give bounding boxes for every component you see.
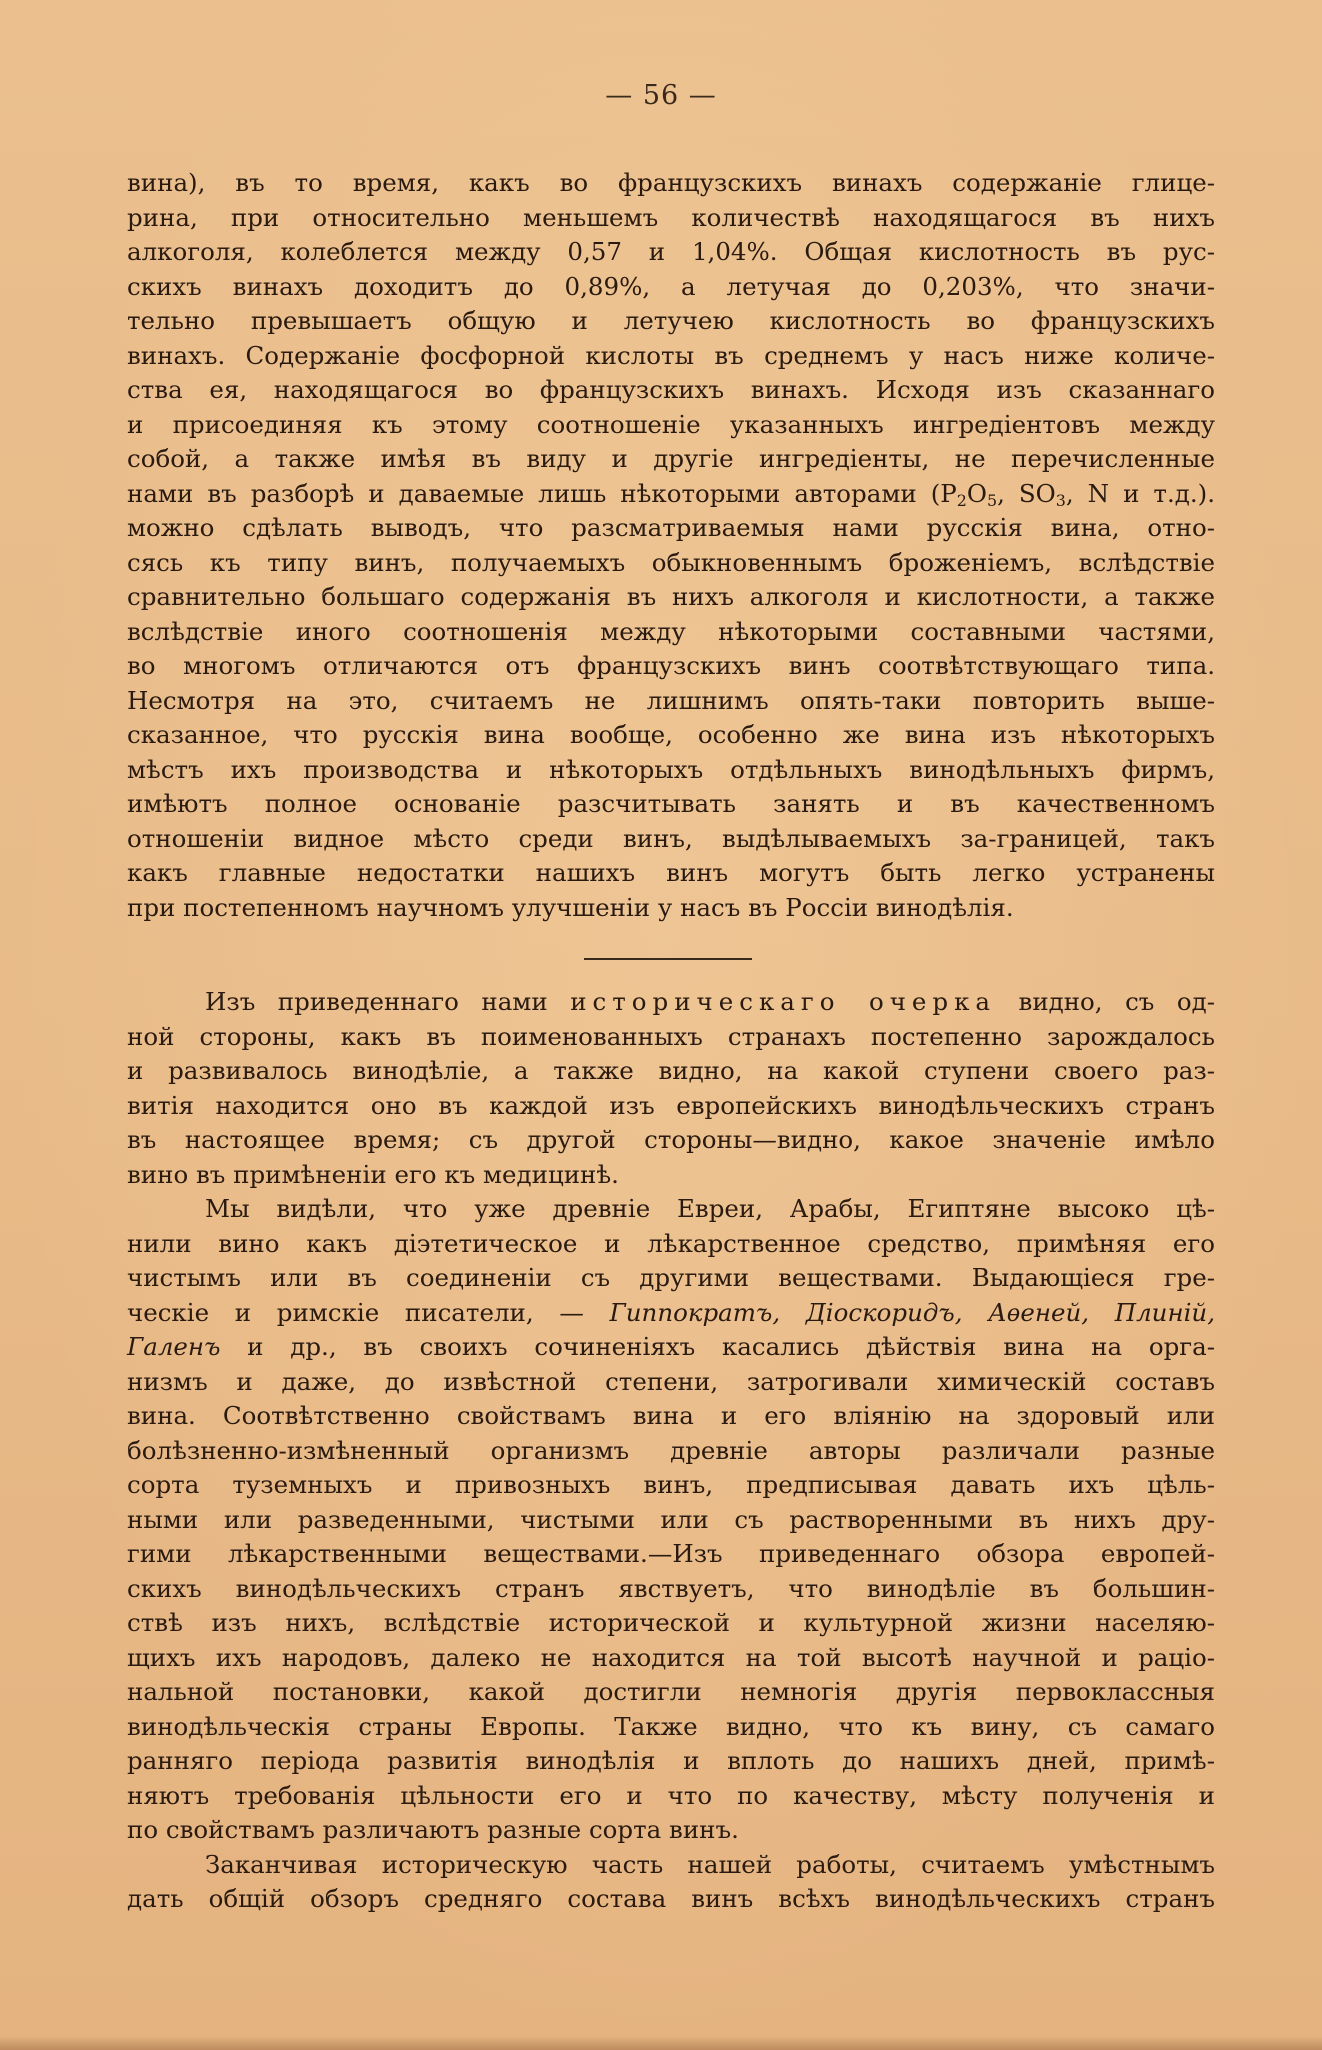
text-run: ческіе и римскіе писатели, —: [127, 1297, 610, 1327]
subscript: 3: [1055, 490, 1066, 510]
text-line: ранняго періода развитія винодѣлія и вплоть до нашихъ дней, примѣ-: [127, 1746, 1215, 1775]
text-line: можно сдѣлать выводъ, что разсматриваемыя нами русскія вина, отно-: [127, 513, 1215, 542]
subscript: 2: [956, 490, 967, 510]
text-line: дать общій обзоръ средняго состава винъ всѣхъ винодѣльческихъ странъ: [127, 1884, 1215, 1913]
text-line: винахъ. Содержаніе фосфорной кислоты въ среднемъ у насъ ниже количе-: [127, 340, 1215, 370]
text-line: чистымъ или въ соединеніи съ другими веществами. Выдающіеся гре-: [127, 1263, 1215, 1292]
text-line: низмъ и даже, до извѣстной степени, затрогивали химическій составъ: [127, 1366, 1215, 1396]
text-line: имѣютъ полное основаніе разсчитывать занять и въ качественномъ: [127, 789, 1215, 818]
galen-line: [127, 1330, 1215, 1365]
text-line: нили вино какъ діэтетическое и лѣкарственное средство, примѣняя его: [127, 1228, 1215, 1258]
text-line: рина, при относительно меньшемъ количествѣ находящагося въ нихъ: [127, 202, 1215, 232]
text-line: какъ главные недостатки нашихъ винъ могутъ быть легко устранены: [127, 858, 1215, 887]
formula-prefix: нами въ разборѣ и даваемые лишь нѣкоторыми авторами (P: [127, 478, 957, 508]
paragraph-continuation: [127, 166, 1215, 925]
formula-part: , SO: [997, 478, 1056, 508]
text-line: скихъ винахъ доходитъ до 0,89%, а летучая до 0,203%, что значи-: [127, 271, 1215, 301]
text-run: и др., въ своихъ сочиненіяхъ касались дѣйствія вина на орга-: [220, 1332, 1215, 1361]
text-line: винодѣльческія страны Европы. Также видно, что къ вину, съ самаго: [127, 1711, 1215, 1741]
text-line: вина), въ то время, какъ во французскихъ винахъ содержаніе глице-: [127, 168, 1215, 197]
text-line: витія находится оно въ каждой изъ европейскихъ винодѣльческихъ странъ: [127, 1090, 1215, 1120]
formula-part: O: [966, 478, 987, 508]
authors-line: [127, 1296, 1215, 1331]
author-name: Галенъ: [127, 1332, 221, 1361]
text-line: тельно превышаетъ общую и летучею кислотность во французскихъ: [127, 306, 1215, 335]
formula-line: [127, 477, 1215, 512]
text-line: собой, а также имѣя въ виду и другіе ингредіенты, не перечисленные: [127, 444, 1215, 473]
text-line: ными или разведенными, чистыми или съ растворенными въ нихъ дру-: [127, 1504, 1215, 1534]
text-line: алкоголя, колеблется между 0,57 и 1,04%. Общая кислотность въ рус-: [127, 237, 1215, 266]
text-line: болѣзненно-измѣненный организмъ древніе авторы различали разные: [127, 1435, 1215, 1465]
text-line: Мы видѣли, что уже древніе Евреи, Арабы, Египтяне высоко цѣ-: [205, 1194, 1215, 1223]
spaced-emphasis: историческаго очерка: [570, 987, 997, 1016]
text-line: Заканчивая историческую часть нашей работы, считаемъ умѣстнымъ: [205, 1849, 1215, 1879]
text-line: мѣстъ ихъ производства и нѣкоторыхъ отдѣльныхъ винодѣльныхъ фирмъ,: [127, 754, 1215, 784]
text-line: ствѣ изъ нихъ, вслѣдствіе исторической и культурной жизни населяю-: [127, 1608, 1215, 1637]
text-line: во многомъ отличаются отъ французскихъ винъ соотвѣтствующаго типа.: [127, 651, 1215, 680]
formula-suffix: , N и т.д.).: [1065, 478, 1215, 508]
text-line: при постепенномъ научномъ улучшеніи у насъ въ Россіи винодѣлія.: [127, 892, 1014, 922]
text-line: сравнительно большаго содержанія въ нихъ алкоголя и кислотности, а также: [127, 582, 1215, 611]
text-line: нальной постановки, какой достигли немногія другія первоклассныя: [127, 1677, 1215, 1706]
text-line: вино въ примѣненіи его къ медицинѣ.: [127, 1159, 619, 1189]
text-run: Изъ приведеннаго нами: [205, 987, 571, 1016]
text-line: няютъ требованія цѣльности его и что по качеству, мѣсту полученія и: [127, 1780, 1215, 1810]
text-run: видно, съ од-: [996, 987, 1215, 1016]
text-line: скихъ винодѣльческихъ странъ явствуетъ, что винодѣліе въ большин-: [127, 1573, 1215, 1603]
text-line: въ настоящее время; съ другой стороны—видно, какое значеніе имѣло: [127, 1125, 1215, 1154]
text-line: и развивалось винодѣліе, а также видно, на какой ступени своего раз-: [127, 1056, 1215, 1085]
text-line: отношеніи видное мѣсто среди винъ, выдѣлываемыхъ за-границей, такъ: [127, 823, 1215, 853]
author-names: Гиппократъ, Діоскоридъ, Аѳеней, Плиній,: [609, 1297, 1215, 1327]
text-line: и присоединяя къ этому соотношеніе указанныхъ ингредіентовъ между: [127, 409, 1215, 439]
text-line: ной стороны, какъ въ поименованныхъ странахъ постепенно зарождалось: [127, 1021, 1215, 1051]
text-line: вслѣдствіе иного соотношенія между нѣкоторыми составными частями,: [127, 616, 1215, 646]
text-line: сясь къ типу винъ, получаемыхъ обыкновеннымъ броженіемъ, вслѣдствіе: [127, 547, 1215, 577]
subscript: 5: [986, 490, 998, 510]
text-line: сорта туземныхъ и привозныхъ винъ, предписывая давать ихъ цѣль-: [127, 1470, 1215, 1499]
summary-section: [127, 985, 1215, 1917]
text-line: по свойствамъ различаютъ разные сорта винъ.: [127, 1815, 739, 1844]
text-line: ства ея, находящагося во французскихъ винахъ. Исходя изъ сказаннаго: [127, 375, 1215, 404]
text-line: гими лѣкарственными веществами.—Изъ приведеннаго обзора европей-: [127, 1539, 1215, 1568]
page-number: — 56 —: [605, 80, 717, 111]
paragraph-first-line: [127, 985, 1215, 1020]
text-line: сказанное, что русскія вина вообще, особенно же вина изъ нѣкоторыхъ: [127, 720, 1215, 749]
section-divider: [584, 958, 752, 960]
text-line: вина. Соотвѣтственно свойствамъ вина и его вліянію на здоровый или: [127, 1401, 1215, 1430]
text-line: Несмотря на это, считаемъ не лишнимъ опять-таки повторить выше-: [127, 685, 1215, 715]
text-line: щихъ ихъ народовъ, далеко не находится на той высотѣ научной и раціо-: [127, 1642, 1215, 1672]
